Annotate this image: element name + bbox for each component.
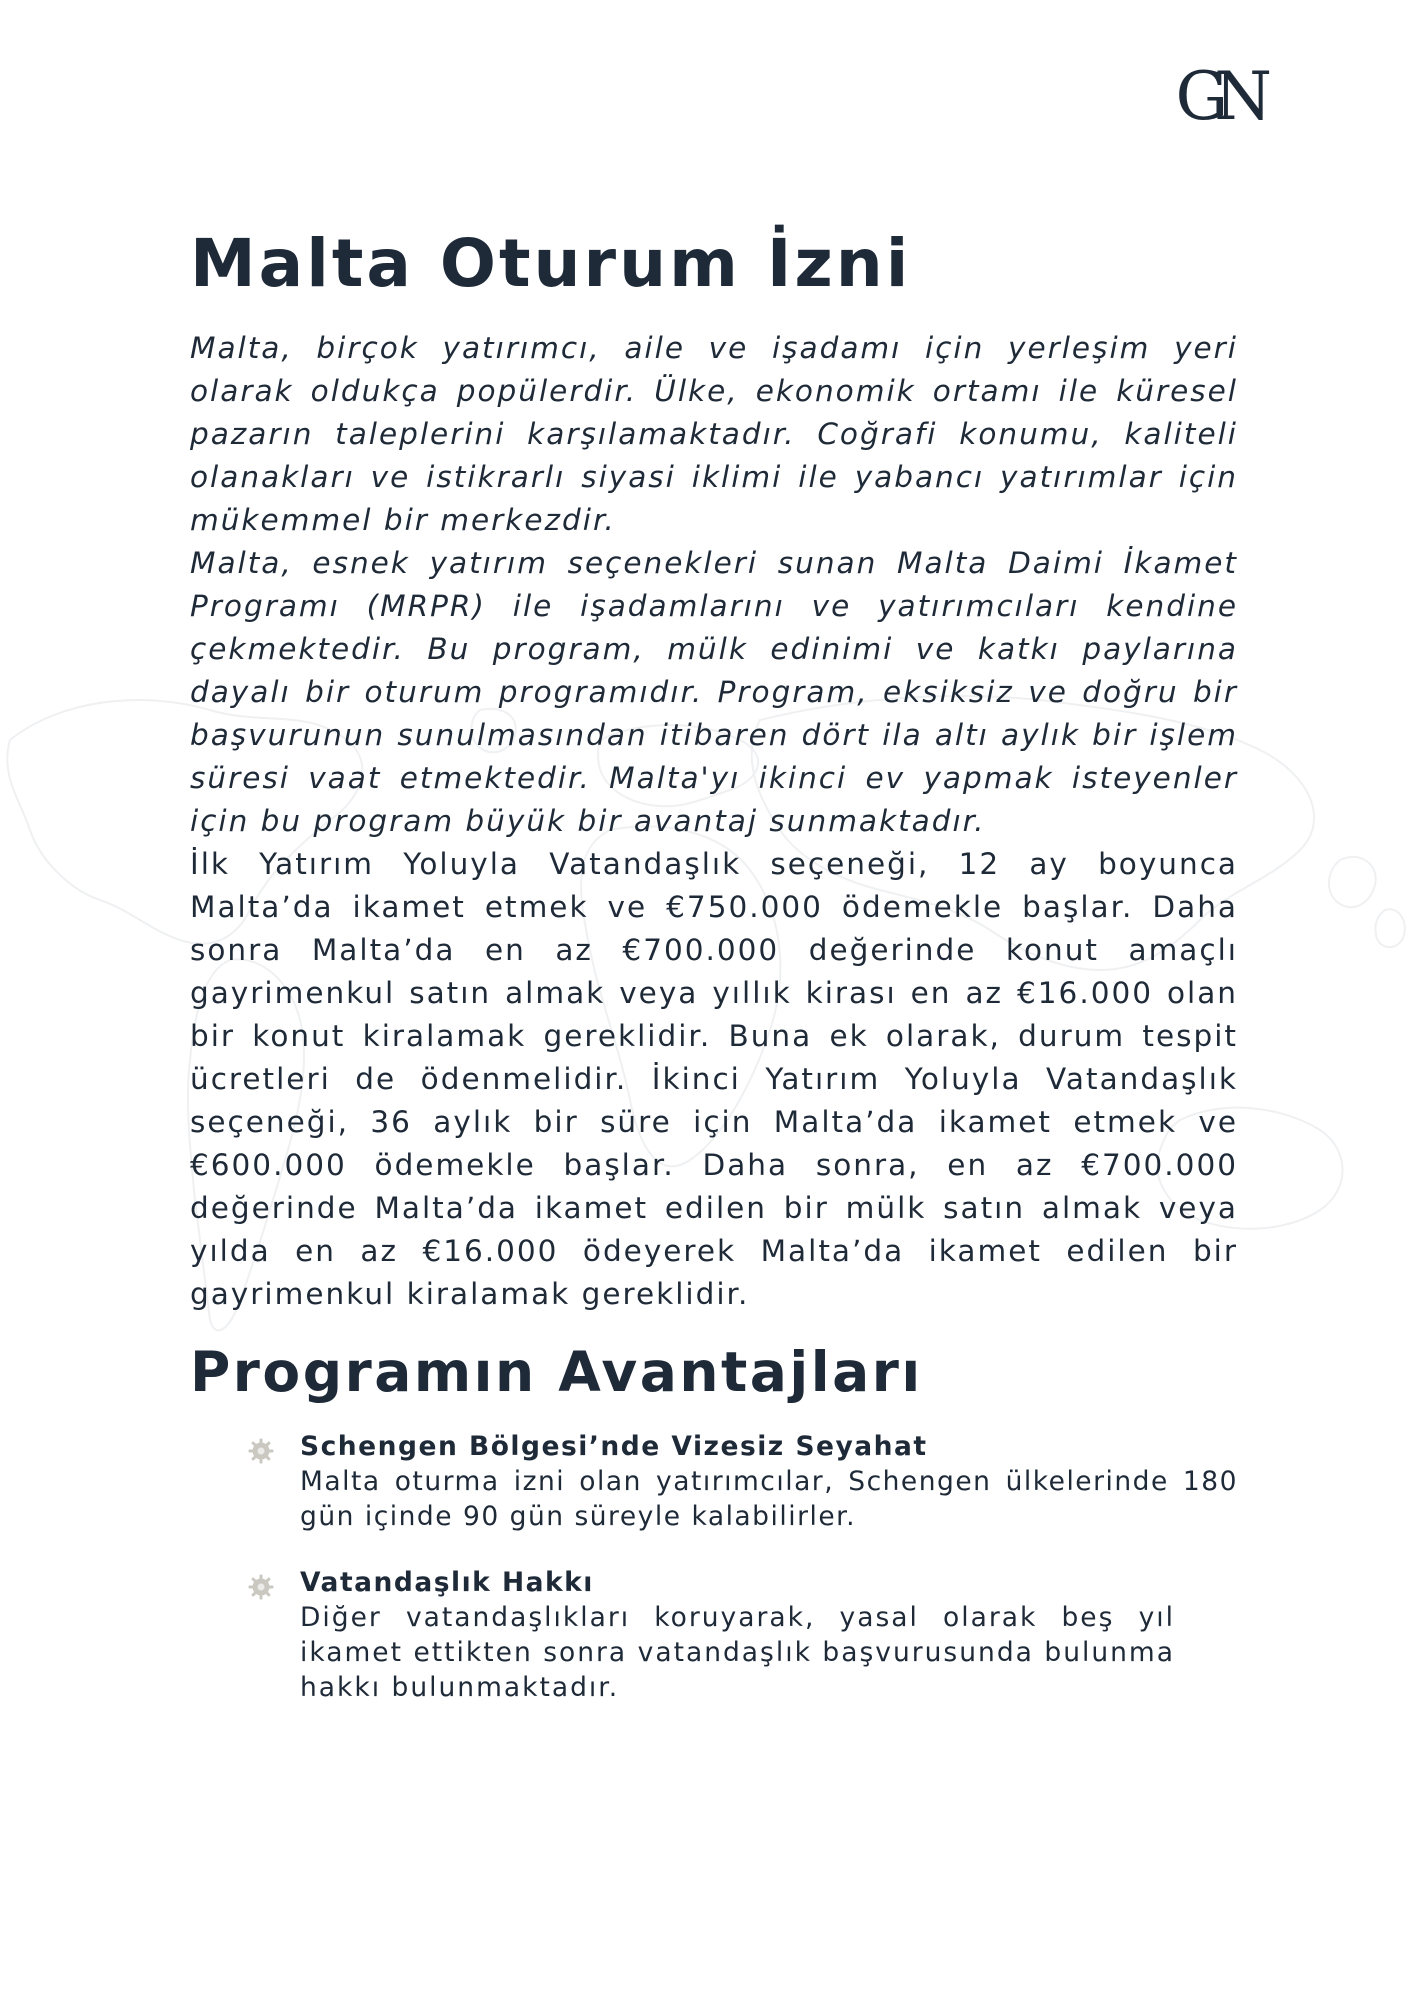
- company-logo: GN: [1175, 58, 1258, 135]
- page-title: Malta Oturum İzni: [190, 225, 912, 302]
- benefit-title: Schengen Bölgesi’nde Vizesiz Seyahat: [300, 1431, 928, 1463]
- benefit-text: Diğer vatandaşlıkları koruyarak, yasal olarak beş yıl ikamet ettikten sonra vatandaşlık başvurusunda bulunma hakkı bulunmaktadır.: [300, 1602, 1175, 1704]
- gear-bullet-icon: [248, 1574, 274, 1600]
- benefit-title: Vatandaşlık Hakkı: [300, 1567, 594, 1599]
- intro-paragraph: Malta, birçok yatırımcı, aile ve işadamı için yerleşim yeri olarak oldukça popülerdir. Ülke, ekonomik ortamı ile küresel pazarın taleplerini karşılamaktadır. Coğrafi konumu, kaliteli olanakları ve istikrarlı siyasi iklimi ile yabancı yatırımlar için mükemmel bir merkezdir.: [190, 330, 1238, 537]
- gear-bullet-icon: [248, 1438, 274, 1464]
- investment-paragraph: İlk Yatırım Yoluyla Vatandaşlık seçeneği, 12 ay boyunca Malta’da ikamet etmek ve €750.000 ödemekle başlar. Daha sonra Malta’da en az €700.000 değerinde konut amaçlı gayrimenkul satın almak veya yıllık kirası en az €16.000 olan bir konut kiralamak gereklidir. Buna ek olarak, durum tespit ücretleri de ödenmelidir. İkinci Yatırım Yoluyla Vatandaşlık seçeneği, 36 aylık bir süre için Malta’da ikamet etmek ve €600.000 ödemekle başlar. Daha sonra, en az €700.000 değerinde Malta’da ikamet edilen bir mülk satın almak veya yılda en az €16.000 ödeyerek Malta’da ikamet edilen bir gayrimenkul kiralamak gereklidir.: [190, 846, 1238, 1311]
- intro-paragraph: Malta, esnek yatırım seçenekleri sunan Malta Daimi İkamet Programı (MRPR) ile işadamlarını ve yatırımcıları kendine çekmektedir. Bu program, mülk edinimi ve katkı paylarına dayalı bir oturum programıdır. Program, eksiksiz ve doğru bir başvurunun sunulmasından itibaren dört ila altı aylık bir işlem süresi vaat etmektedir. Malta'yı ikinci ev yapmak isteyenler için bu program büyük bir avantaj sunmaktadır.: [190, 545, 1238, 838]
- benefit-text: Malta oturma izni olan yatırımcılar, Schengen ülkelerinde 180 gün içinde 90 gün süreyle kalabilirler.: [300, 1466, 1238, 1533]
- benefit-item: [190, 1430, 1238, 1534]
- benefit-item: [190, 1566, 1238, 1705]
- benefits-list: [190, 1430, 1238, 1705]
- benefits-heading: Programın Avantajları: [190, 1339, 923, 1404]
- document-content: [190, 225, 1238, 1737]
